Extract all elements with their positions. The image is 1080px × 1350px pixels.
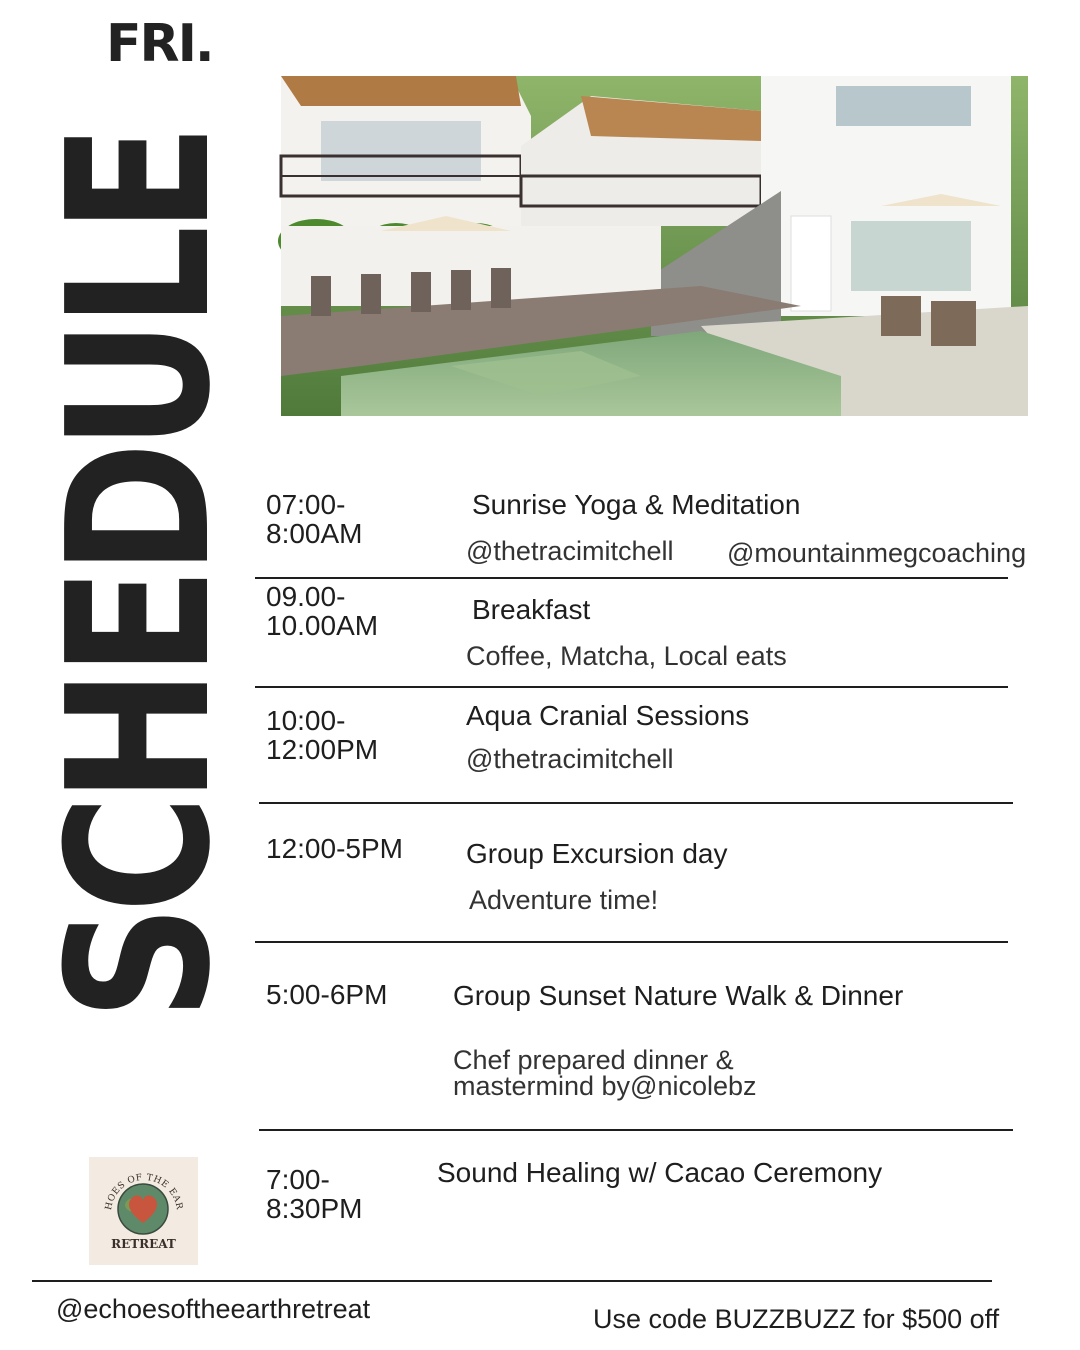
divider xyxy=(255,941,1008,943)
instagram-handle: @echoesoftheearthretreat xyxy=(56,1294,371,1324)
row-3-event: Aqua Cranial Sessions xyxy=(466,700,750,731)
divider xyxy=(255,686,1008,688)
retreat-logo xyxy=(89,1157,198,1265)
row-5-details: Chef prepared dinner & mastermind by@nicolebz xyxy=(453,1045,757,1101)
logo-retreat-text: RETREAT xyxy=(111,1237,176,1251)
row-2-time: 09.00- 10.00AM xyxy=(266,581,379,641)
row-1-time: 07:00- 8:00AM xyxy=(266,489,363,549)
row-5-time: 5:00-6PM xyxy=(266,979,388,1010)
row-5-event: Group Sunset Nature Walk & Dinner xyxy=(453,980,904,1011)
row-1-event: Sunrise Yoga & Meditation xyxy=(472,489,801,520)
divider xyxy=(259,802,1013,804)
row-4-time: 12:00-5PM xyxy=(266,833,403,864)
row-2-event: Breakfast xyxy=(472,594,591,625)
day-label: FRI. xyxy=(106,14,213,74)
row-6-time: 7:00- 8:30PM xyxy=(266,1164,363,1224)
row-1-detail-1: @thetracimitchell xyxy=(466,536,674,566)
heart-globe-icon xyxy=(89,1157,198,1265)
schedule-vertical-title xyxy=(26,88,254,1118)
logo-arc-text: HOES OF THE EAR xyxy=(103,1172,184,1211)
divider xyxy=(259,1129,1013,1131)
row-2-detail-1: Coffee, Matcha, Local eats xyxy=(466,641,787,671)
footer-divider xyxy=(32,1280,992,1282)
row-4-event: Group Excursion day xyxy=(466,838,728,869)
divider xyxy=(255,577,1008,579)
promo-code-text: Use code BUZZBUZZ for $500 off xyxy=(593,1304,1000,1334)
row-3-time: 10:00- 12:00PM xyxy=(266,705,379,765)
row-3-detail-1: @thetracimitchell xyxy=(466,744,674,774)
schedule-title-text: SCHEDULE xyxy=(26,131,254,1021)
row-6-event: Sound Healing w/ Cacao Ceremony xyxy=(437,1157,883,1188)
row-4-detail-1: Adventure time! xyxy=(469,885,659,915)
resort-photo xyxy=(281,76,1028,416)
row-1-detail-2: @mountainmegcoaching xyxy=(727,538,1027,568)
